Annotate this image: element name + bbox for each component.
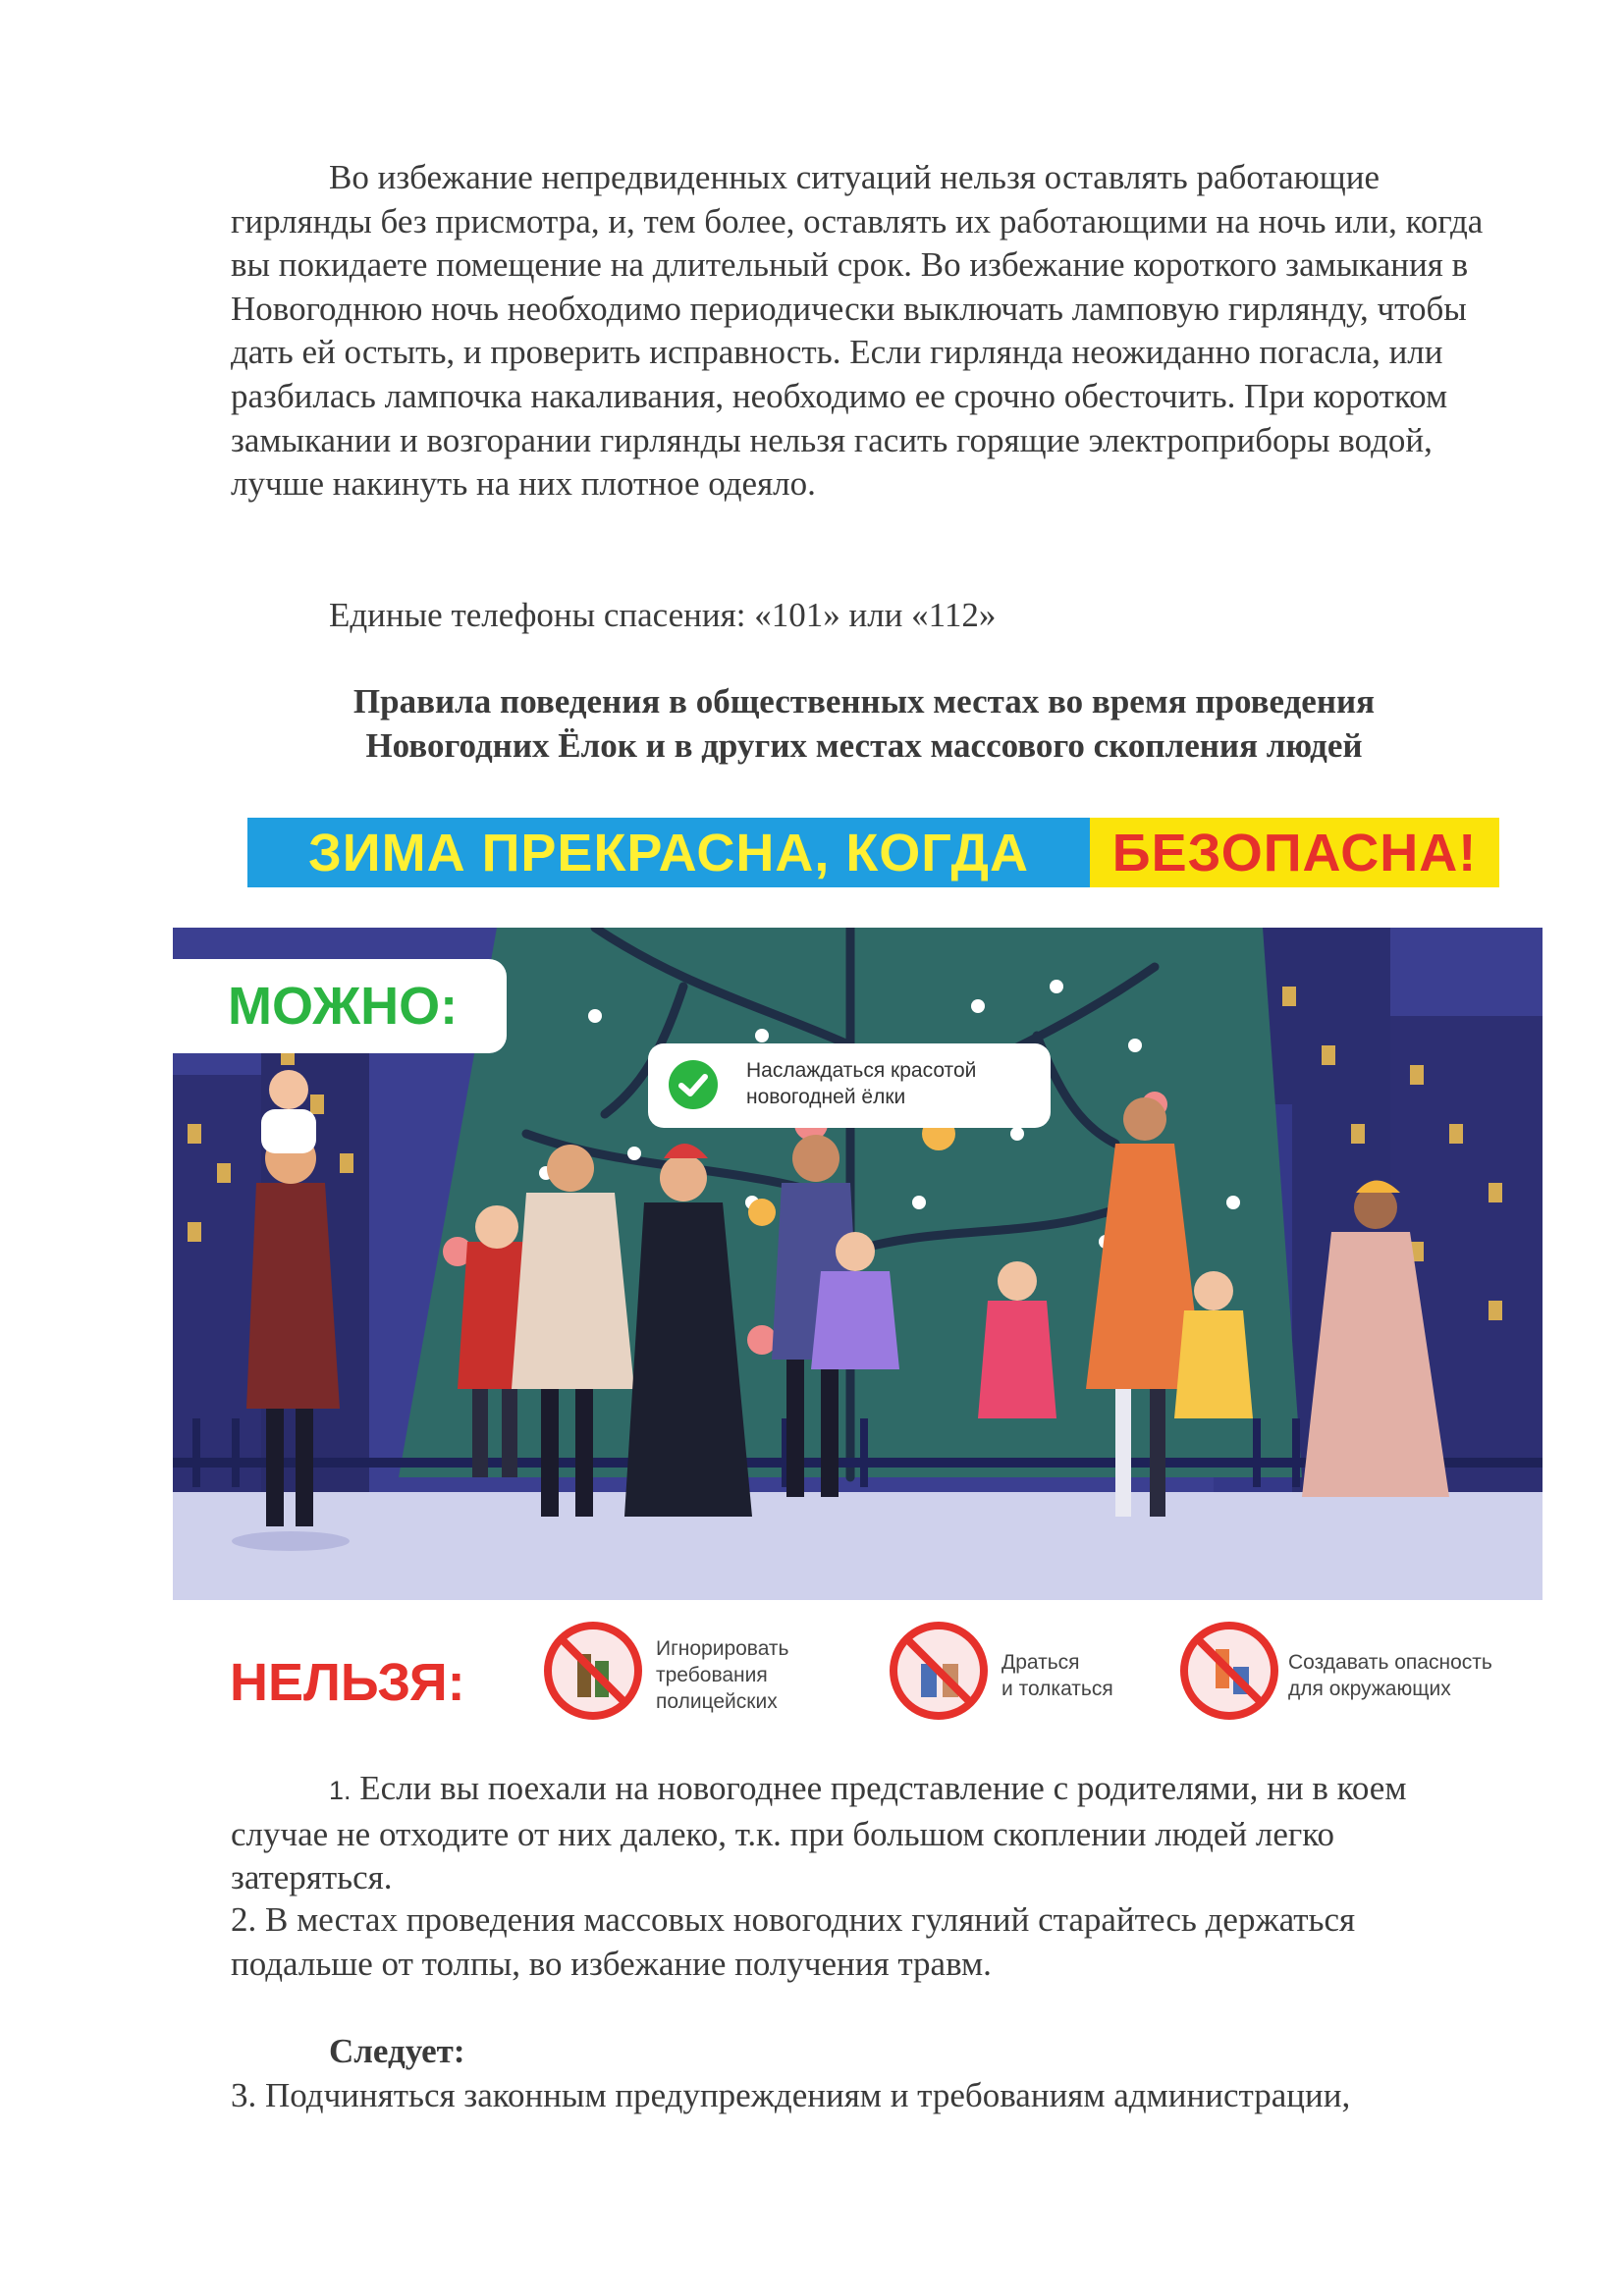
forbidden-item-3-line2: для окружающих [1288, 1678, 1451, 1700]
list-item-1-number: 1. [329, 1776, 352, 1805]
forbidden-item-3-line1: Создавать опасность [1288, 1651, 1492, 1674]
banner-part-blue [247, 818, 1090, 887]
allowed-title: МОЖНО: [228, 977, 459, 1036]
section-heading [231, 680, 1497, 768]
forbidden-item-2-line1: Драться [1001, 1651, 1080, 1674]
winter-safety-banner [247, 818, 1499, 887]
emergency-phones: Единые телефоны спасения: «101» или «112» [329, 596, 997, 634]
section-heading-line1: Правила поведения в общественных местах во время проведения [352, 682, 1376, 721]
no-fireworks-icon [1178, 1620, 1280, 1722]
list-item-2: 2. В местах проведения массовых новогодних гуляний старайтесь держаться подальше от толпы, во избежание получения травм. [231, 1900, 1356, 1983]
banner-part-yellow [1090, 818, 1499, 887]
forbidden-item-1 [656, 1635, 789, 1715]
banner-text-2: БЕЗОПАСНА! [1111, 823, 1478, 882]
list-item-3: 3. Подчиняться законным предупреждениям и требованиям администрации, [231, 2076, 1351, 2114]
forbidden-title: НЕЛЬЗЯ: [230, 1653, 465, 1712]
list-item-1 [231, 1767, 1497, 1900]
banner-text-1: ЗИМА ПРЕКРАСНА, КОГДА [307, 823, 1030, 882]
no-fighting-icon [888, 1620, 990, 1722]
forbidden-item-2-line2: и толкаться [1001, 1678, 1113, 1700]
section-heading-line2: Новогодних Ёлок и в других местах массового скопления людей [365, 725, 1363, 765]
allowed-item-line2: новогодней ёлки [746, 1086, 906, 1108]
forbidden-item-1-line1: Игнорировать [656, 1637, 789, 1660]
forbidden-item-3 [1288, 1649, 1492, 1702]
should-heading: Следует: [329, 2032, 465, 2070]
paragraph-garland-safety: Во избежание непредвиденных ситуаций нельзя оставлять работающие гирлянды без присмотра, и, тем более, оставлять их работающими на ночь или, когда вы покидаете помещение на длительный срок. Во избежание короткого замыкания в Новогоднюю ночь необходимо периодически выключать ламповую гирлянду, чтобы дать ей остыть, и проверить исправность. Если гирлянда неожиданно погасла, или разбилась лампочка накаливания, необходимо ее срочно обесточить. При коротком замыкании и возгорании гирлянды нельзя гасить горящие электроприборы водой, лучше накинуть на них плотное одеяло. [231, 158, 1484, 504]
allowed-item-line1: Наслаждаться красотой [746, 1059, 977, 1082]
list-item-1-text: Если вы поехали на новогоднее представление с родителями, ни в коем случае не отходите от них далеко, т.к. при большом скоплении людей легко затеряться. [231, 1769, 1407, 1897]
forbidden-item-2 [1001, 1649, 1113, 1702]
no-alcohol-icon [542, 1620, 644, 1722]
check-icon [664, 1055, 723, 1114]
forbidden-item-1-line3: полицейских [656, 1690, 778, 1713]
allowed-card [173, 959, 507, 1053]
forbidden-item-1-line2: требования [656, 1664, 768, 1686]
